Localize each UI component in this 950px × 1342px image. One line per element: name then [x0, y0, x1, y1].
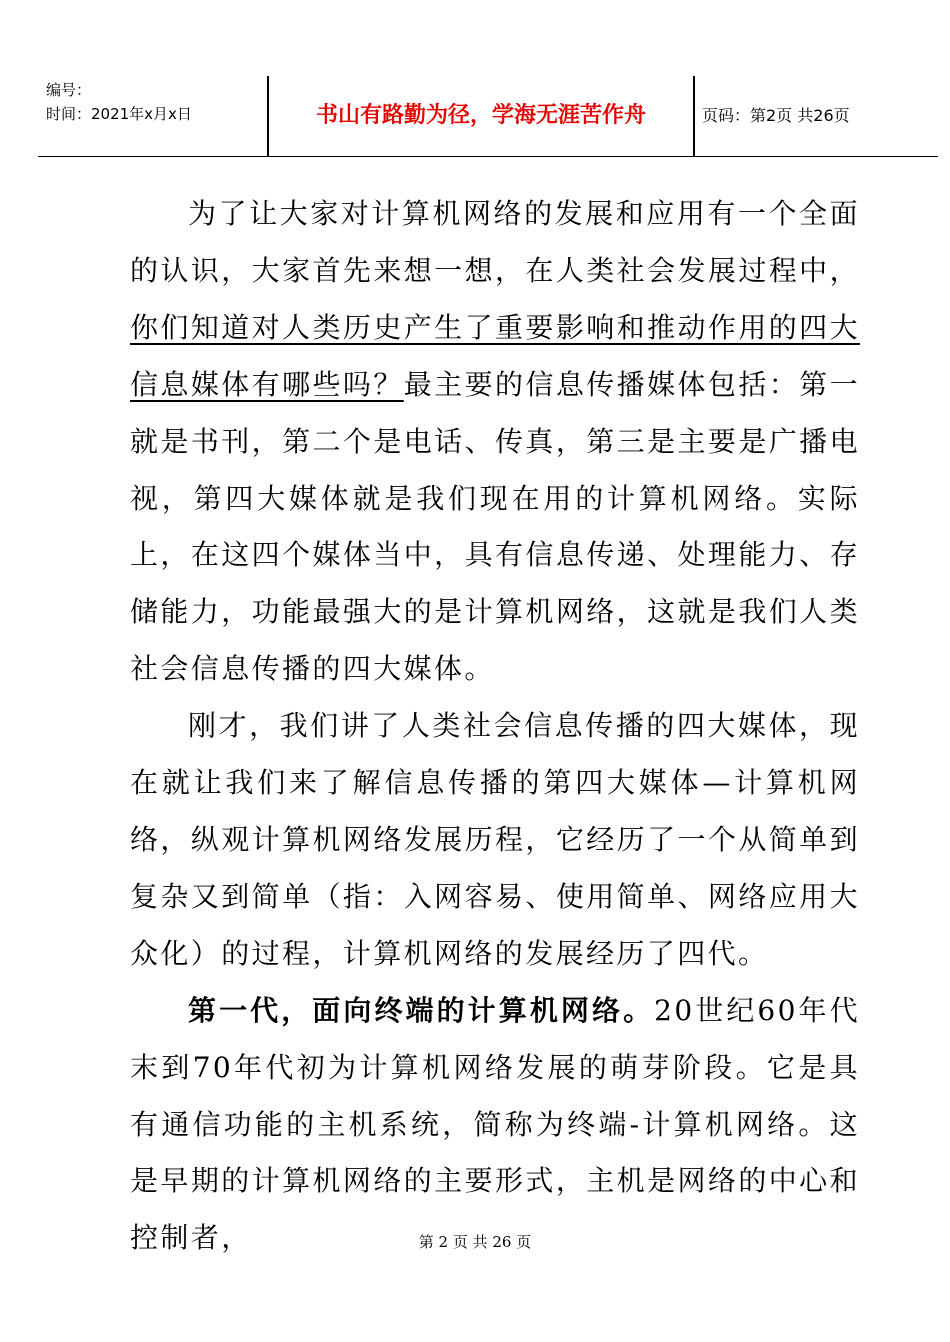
page-header [38, 76, 938, 157]
header-motto: 书山有路勤为径，学海无涯苦作舟 [315, 103, 646, 128]
underlined-question: 你们知道对人类历史产生了重要影响和推动作用的四大信息媒体有哪些吗？ [130, 310, 860, 401]
header-divider [693, 76, 695, 156]
header-meta [38, 76, 266, 156]
document-number-label: 编号： [46, 81, 92, 99]
section-heading: 第一代，面向终端的计算机网络。 [188, 993, 655, 1027]
paragraph-text: 20世纪60年代末到70年代初为计算机网络发展的萌芽阶段。它是具有通信功能的主机系统，简称为终端-计算机网络。这是早期的计算机网络的主要形式，主机是网络的中心和控制者， [130, 993, 860, 1255]
paragraph-four-media [130, 186, 860, 698]
paragraph-text: 最主要的信息传播媒体包括：第一就是书刊，第二个是电话、传真，第三是主要是广播电视，第四大媒体就是我们现在用的计算机网络。实际上，在这四个媒体当中，具有信息传递、处理能力、存储能力，功能最强大的是计算机网络，这就是我们人类社会信息传播的四大媒体。 [130, 367, 860, 686]
paragraph-network-history: 刚才，我们讲了人类社会信息传播的四大媒体，现在就让我们来了解信息传播的第四大媒体—计算机网络，纵观计算机网络发展历程，它经历了一个从简单到复杂又到简单（指：入网容易、使用简单、网络应用大众化）的过程，计算机网络的发展经历了四代。 [130, 709, 860, 970]
header-page-info: 页码：第2页 共26页 [702, 106, 850, 125]
paragraph-text: 为了让大家对计算机网络的发展和应用有一个全面的认识，大家首先来想一想，在人类社会发展过程中， [130, 197, 860, 287]
page-footer: 第 2 页 共 26 页 [418, 1233, 532, 1251]
document-body [130, 186, 860, 1267]
paragraph-first-generation [130, 983, 860, 1268]
document-time-label: 时间：2021年x月x日 [46, 105, 192, 123]
